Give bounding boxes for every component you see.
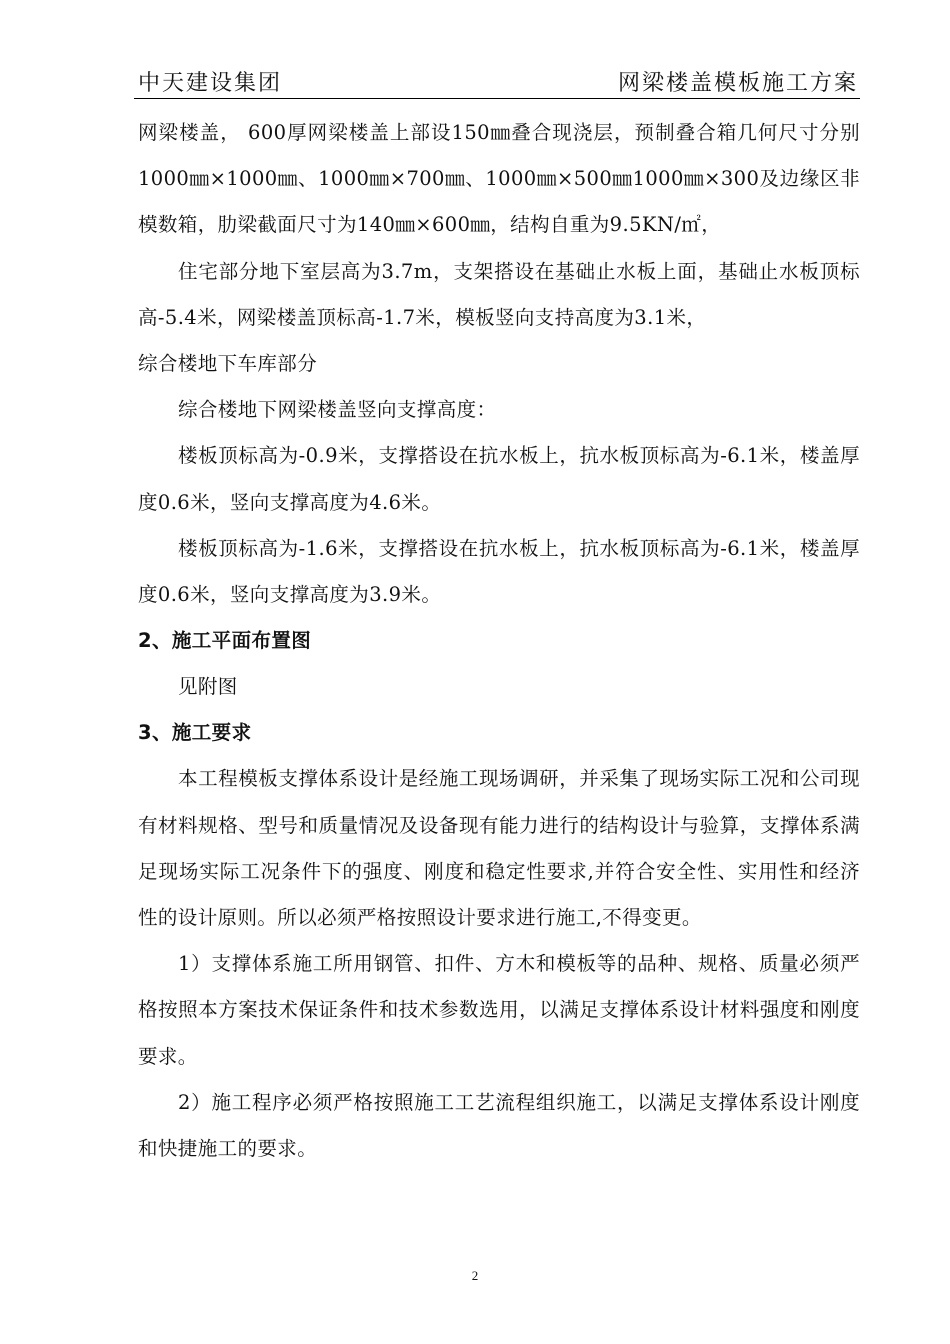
paragraph-residential: 住宅部分地下室层高为3.7m，支架搭设在基础止水板上面，基础止水板顶标高-5.4米，网梁楼盖顶标高-1.7米，模板竖向支持高度为3.1米， xyxy=(138,259,860,329)
paragraph-slab-1: 楼板顶标高为-0.9米，支撑搭设在抗水板上，抗水板顶标高为-6.1米，楼盖厚度0.6米，竖向支撑高度为4.6米。 xyxy=(138,444,860,514)
header-company: 中天建设集团 xyxy=(138,71,283,96)
header-divider xyxy=(134,98,860,99)
header-document-title: 网梁楼盖模板施工方案 xyxy=(617,71,858,96)
paragraph-see-attached: 见附图 xyxy=(178,675,238,699)
paragraph-support-height: 综合楼地下网梁楼盖竖向支撑高度： xyxy=(178,398,497,422)
paragraph-slab-2: 楼板顶标高为-1.6米，支撑搭设在抗水板上，抗水板顶标高为-6.1米，楼盖厚度0.6米，竖向支撑高度为3.9米。 xyxy=(138,536,860,607)
document-body xyxy=(138,110,860,1172)
paragraph-requirement-1: 1）支撑体系施工所用钢管、扣件、方木和模板等的品种、规格、质量必须严格按照本方案技术保证条件和技术参数选用，以满足支撑体系设计材料强度和刚度要求。 xyxy=(138,952,860,1068)
section-heading-requirements: 3、施工要求 xyxy=(138,721,252,745)
paragraph-structure: 网梁楼盖， 600厚网梁楼盖上部设150㎜叠合现浇层，预制叠合箱几何尺寸分别1000㎜×1000㎜、1000㎜×700㎜、1000㎜×500㎜1000㎜×300及边缘区非模数箱，肋梁截面尺寸为140㎜×600㎜，结构自重为9.5KN/㎡， xyxy=(138,121,860,237)
paragraph-requirements-intro: 本工程模板支撑体系设计是经施工现场调研，并采集了现场实际工况和公司现有材料规格、型号和质量情况及设备现有能力进行的结构设计与验算，支撑体系满足现场实际工况条件下的强度、刚度和稳定性要求,并符合安全性、实用性和经济性的设计原则。所以必须严格按照设计要求进行施工,不得变更。 xyxy=(138,767,860,930)
section-heading-layout: 2、施工平面布置图 xyxy=(138,629,312,653)
paragraph-requirement-2: 2）施工程序必须严格按照施工工艺流程组织施工，以满足支撑体系设计刚度和快捷施工的要求。 xyxy=(138,1090,860,1161)
page-number: 2 xyxy=(471,1268,479,1283)
paragraph-garage-label: 综合楼地下车库部分 xyxy=(138,352,318,376)
